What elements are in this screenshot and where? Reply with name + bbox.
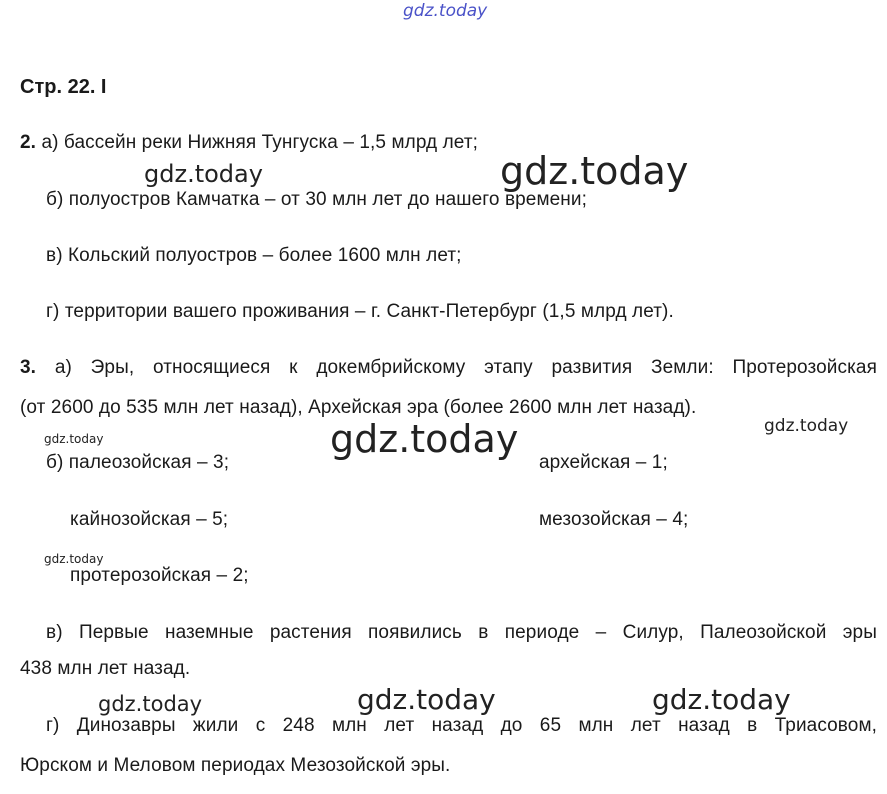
task3-b-cenozoic: кайнозойская – 5; <box>70 509 229 530</box>
task3-item-v-line2: 438 млн лет назад. <box>20 658 191 679</box>
task2-item-v: в) Кольский полуостров – более 1600 млн лет; <box>46 245 462 266</box>
task3-b-proterozoic: протерозойская – 2; <box>70 565 249 586</box>
watermark-small: gdz.today <box>44 432 104 446</box>
task3-b-mesozoic: мезозойская – 4; <box>539 509 689 530</box>
task3-item-v-line1: в) Первые наземные растения появились в периоде – Силур, Палеозойской эры <box>46 622 877 643</box>
page-heading: Стр. 22. I <box>20 76 107 98</box>
watermark-large: gdz.today <box>500 149 689 193</box>
task3-item-a-line2: (от 2600 до 535 млн лет назад), Архейская эра (более 2600 млн лет назад). <box>20 397 697 418</box>
watermark-top: gdz.today <box>403 1 488 21</box>
task3-item-g-line1: г) Динозавры жили с 248 млн лет назад до 65 млн лет назад в Триасовом, <box>46 715 877 736</box>
watermark-medium: gdz.today <box>357 683 496 716</box>
task2-item-a <box>20 131 478 155</box>
task2-a-text: а) бассейн реки Нижняя Тунгуска – 1,5 млрд лет; <box>41 132 479 153</box>
task2-number: 2. <box>20 132 37 153</box>
watermark-large: gdz.today <box>330 417 519 461</box>
task3-b-paleozoic: б) палеозойская – 3; <box>46 452 230 473</box>
task3-item-g-line2: Юрском и Меловом периодах Мезозойской эры. <box>20 755 451 776</box>
task2-item-g: г) территории вашего проживания – г. Санкт-Петербург (1,5 млрд лет). <box>46 301 674 322</box>
watermark-medium: gdz.today <box>652 683 791 716</box>
watermark-medium: gdz.today <box>764 416 849 436</box>
task2-item-b: б) полуостров Камчатка – от 30 млн лет до нашего времени; <box>46 189 587 210</box>
task3-number: 3. <box>20 357 37 378</box>
watermark-medium: gdz.today <box>98 692 203 716</box>
watermark-medium: gdz.today <box>144 160 263 188</box>
task3-b-archean: архейская – 1; <box>539 452 668 473</box>
task3-a-line1-text: а) Эры, относящиеся к докембрийскому этапу развития Земли: Протерозойская <box>54 357 877 378</box>
task3-item-a-line1 <box>20 356 877 380</box>
watermark-small: gdz.today <box>44 552 104 566</box>
